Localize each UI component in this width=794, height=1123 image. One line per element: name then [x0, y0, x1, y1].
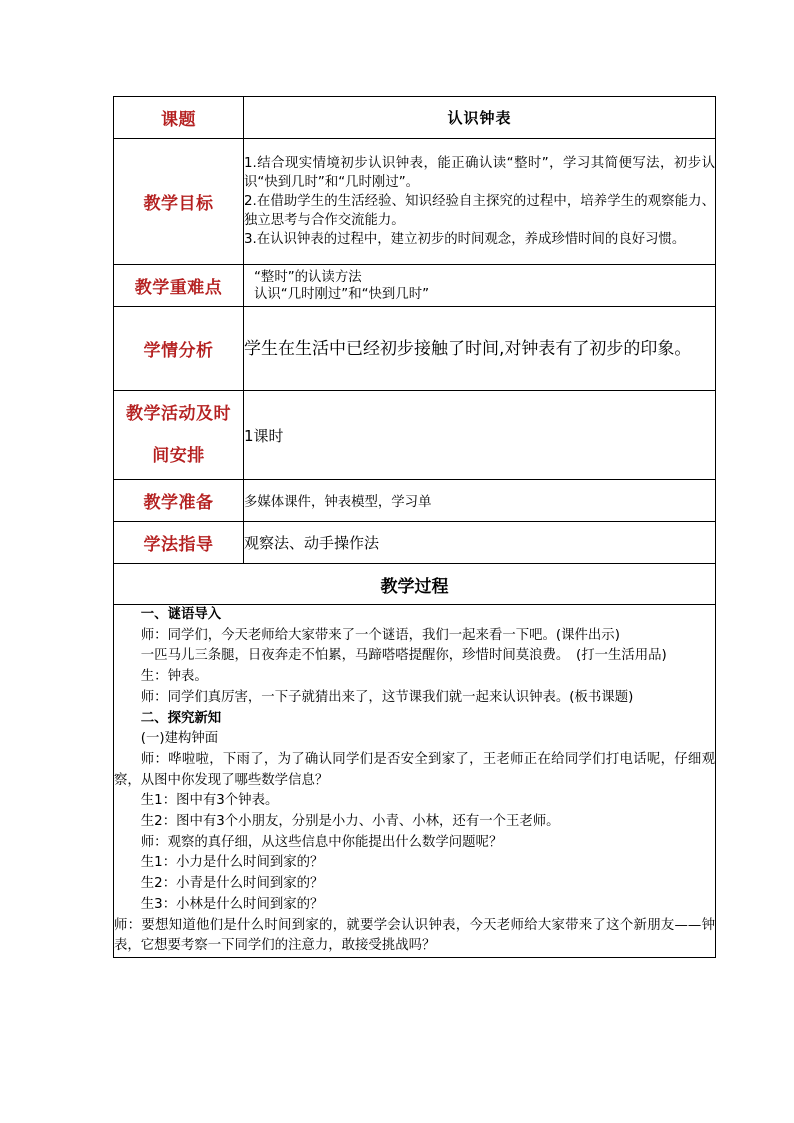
- topic-label: 课题: [114, 97, 244, 139]
- topic-value: 认识钟表: [244, 97, 716, 139]
- goal-item: 3.在认识钟表的过程中，建立初步的时间观念，养成珍惜时间的良好习惯。: [244, 232, 686, 247]
- process-body: [114, 605, 716, 958]
- prep-value: 多媒体课件，钟表模型，学习单: [244, 480, 716, 522]
- schedule-value: 1课时: [244, 391, 716, 480]
- process-paragraph: 生3：小林是什么时间到家的？: [140, 896, 324, 912]
- section-heading: 二、探究新知: [140, 710, 222, 726]
- subsection-heading: (一)建构钟面: [140, 731, 219, 747]
- goals-cell: [244, 139, 716, 265]
- process-paragraph: 师：同学们真厉害，一下子就猜出来了，这节课我们就一起来认识钟表。(板书课题): [140, 689, 634, 705]
- goals-label: 教学目标: [114, 139, 244, 265]
- section-heading: 一、谜语导入: [140, 607, 222, 622]
- analysis-value: 学生在生活中已经初步接触了时间,对钟表有了初步的印象。: [244, 307, 716, 391]
- process-paragraph: 师：哗啦啦，下雨了，为了确认同学们是否安全到家了，王老师正在给同学们打电话呢，仔细观察，从图中你发现了哪些数学信息？: [114, 751, 715, 788]
- difficulty-row: [114, 265, 716, 307]
- schedule-row: [114, 391, 716, 480]
- process-paragraph: 生2：图中有3个小朋友，分别是小力、小青、小林，还有一个王老师。: [140, 814, 560, 830]
- method-row: [114, 522, 716, 564]
- difficulty-label: 教学重难点: [114, 265, 244, 307]
- method-value: 观察法、动手操作法: [244, 522, 716, 564]
- process-paragraph: 生1：小力是什么时间到家的？: [140, 855, 324, 871]
- schedule-label: 教学活动及时间安排: [114, 391, 244, 480]
- goal-item: 1.结合现实情境初步认识钟表，能正确认读“整时”，学习其简便写法，初步认识“快到几时”和“几时刚过”。: [244, 156, 715, 190]
- process-paragraph: 师：观察的真仔细，从这些信息中你能提出什么数学问题呢？: [140, 834, 503, 850]
- difficulty-item: “整时”的认读方法: [254, 269, 362, 285]
- process-paragraph: 师：要想知道他们是什么时间到家的，就要学会认识钟表，今天老师给大家带来了这个新朋友——钟表，它想要考察一下同学们的注意力，敢接受挑战吗？: [114, 917, 715, 954]
- process-body-row: [114, 605, 716, 958]
- topic-row: [114, 97, 716, 139]
- difficulty-item: 认识“几时刚过”和“快到几时”: [254, 286, 430, 302]
- method-label: 学法指导: [114, 522, 244, 564]
- analysis-row: [114, 307, 716, 391]
- process-paragraph: 师：同学们，今天老师给大家带来了一个谜语，我们一起来看一下吧。(课件出示): [140, 627, 620, 643]
- process-paragraph: 一匹马儿三条腿，日夜奔走不怕累，马蹄嗒嗒提醒你，珍惜时间莫浪费。 (打一生活用品): [140, 648, 667, 664]
- process-title: 教学过程: [114, 564, 716, 605]
- goals-row: [114, 139, 716, 265]
- analysis-label: 学情分析: [114, 307, 244, 391]
- process-paragraph: 生1：图中有3个钟表。: [140, 793, 279, 809]
- lesson-plan-table: [113, 96, 716, 958]
- process-title-row: [114, 564, 716, 605]
- process-paragraph: 生2：小青是什么时间到家的？: [140, 876, 324, 892]
- prep-row: [114, 480, 716, 522]
- goal-item: 2.在借助学生的生活经验、知识经验自主探究的过程中，培养学生的观察能力、独立思考与合作交流能力。: [244, 194, 715, 228]
- difficulty-cell: [244, 265, 716, 307]
- prep-label: 教学准备: [114, 480, 244, 522]
- process-paragraph: 生：钟表。: [140, 669, 208, 685]
